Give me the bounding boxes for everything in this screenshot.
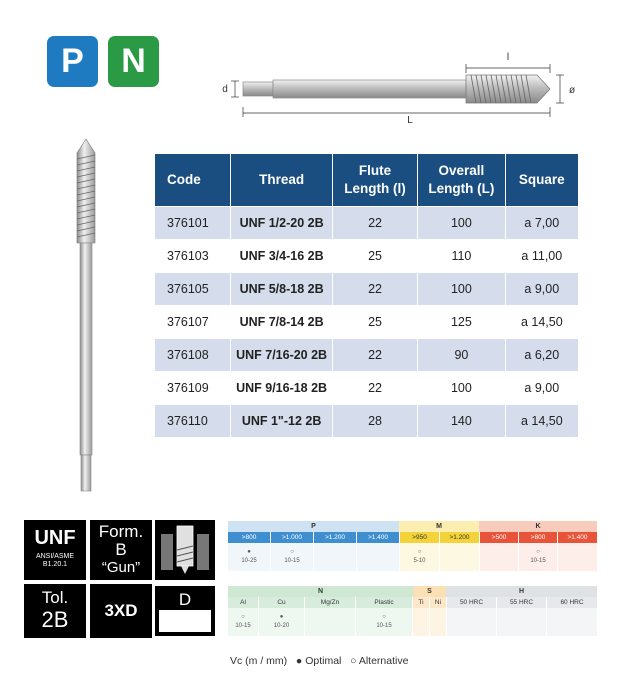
- standard-code-label: B1.20.1: [42, 561, 68, 568]
- cell-flute: 22: [332, 339, 417, 372]
- diameter-tile-label: D: [178, 590, 192, 609]
- cutting-cell: ○ 10-15: [356, 608, 412, 636]
- sub-header: >1.000: [271, 532, 313, 543]
- material-grid-pmk: [228, 521, 597, 571]
- tap-dimension-drawing: [215, 45, 585, 125]
- tolerance-value: 2B: [41, 607, 69, 632]
- cutting-cell: ○ 10-15: [228, 608, 258, 636]
- cell-thread: UNF 7/16-20 2B: [231, 339, 332, 372]
- sub-header: 55 HRC: [497, 597, 546, 608]
- sub-header: >1.200: [314, 532, 356, 543]
- sub-header: Plastic: [356, 597, 412, 608]
- table-header-row: [155, 154, 579, 207]
- depth-value: 3XD: [104, 601, 138, 620]
- overall-length-label: L: [407, 115, 413, 125]
- diameter-label: ø: [568, 85, 576, 96]
- sub-header: Al: [228, 597, 258, 608]
- cutting-cell: ○ 10-15: [271, 543, 313, 571]
- group-header-h: H: [446, 586, 597, 597]
- cell-code: 376109: [155, 372, 231, 405]
- cell-overall: 100: [418, 207, 505, 240]
- cell-thread: UNF 9/16-18 2B: [231, 372, 332, 405]
- form-tile: [90, 520, 152, 580]
- cell-code: 376105: [155, 273, 231, 306]
- cell-thread: UNF 5/8-18 2B: [231, 273, 332, 306]
- col-flute-length: Flute Length (l): [332, 154, 417, 207]
- cutting-cell: [413, 608, 429, 636]
- standard-label: ANSI/ASME: [35, 553, 75, 560]
- cell-flute: 22: [332, 372, 417, 405]
- sub-header: >500: [480, 532, 518, 543]
- material-grid-nsh: [228, 586, 597, 636]
- sub-header: >800: [519, 532, 557, 543]
- table-row: [155, 339, 579, 372]
- cell-square: a 7,00: [505, 207, 578, 240]
- chamfer-form-icon: [155, 520, 215, 580]
- sub-header: Ni: [430, 597, 446, 608]
- sub-header: Ti: [413, 597, 429, 608]
- cell-overall: 125: [418, 306, 505, 339]
- cutting-cell: [447, 608, 496, 636]
- cell-thread: UNF 3/4-16 2B: [231, 240, 332, 273]
- cutting-cell: [547, 608, 597, 636]
- cell-overall: 140: [418, 405, 505, 438]
- cutting-cell: [440, 543, 479, 571]
- material-p-badge: P: [47, 36, 98, 87]
- cell-square: a 9,00: [505, 273, 578, 306]
- cell-square: a 6,20: [505, 339, 578, 372]
- cutting-cell: [558, 543, 597, 571]
- cell-square: a 14,50: [505, 306, 578, 339]
- cutting-cell: ○ 10-15: [519, 543, 557, 571]
- sub-header: >1.400: [357, 532, 399, 543]
- cutting-cell: [480, 543, 518, 571]
- legend-alternative: Alternative: [358, 655, 409, 667]
- col-square: Square: [505, 154, 578, 207]
- tolerance-label: Tol.: [41, 588, 69, 607]
- thread-standard-tile: [24, 520, 86, 580]
- shank-diameter-label: d: [222, 84, 228, 95]
- cutting-cell: [357, 543, 399, 571]
- table-row: [155, 240, 579, 273]
- cutting-cell: ● 10-20: [259, 608, 304, 636]
- depth-tile: [90, 584, 152, 638]
- tolerance-tile: [24, 584, 86, 638]
- cell-thread: UNF 1"-12 2B: [231, 405, 332, 438]
- cell-thread: UNF 1/2-20 2B: [231, 207, 332, 240]
- optimal-icon: ●: [295, 655, 303, 667]
- col-code: Code: [155, 154, 231, 207]
- group-header-p: P: [228, 521, 399, 532]
- legend-optimal: Optimal: [305, 655, 342, 667]
- cell-overall: 100: [418, 372, 505, 405]
- diameter-tile: [155, 586, 215, 636]
- group-header-k: K: [479, 521, 597, 532]
- form-letter: B: [115, 540, 127, 559]
- cell-thread: UNF 7/8-14 2B: [231, 306, 332, 339]
- cell-code: 376101: [155, 207, 231, 240]
- cell-flute: 22: [332, 207, 417, 240]
- table-row: [155, 207, 579, 240]
- alternative-icon: ○: [350, 655, 357, 667]
- material-n-badge: N: [108, 36, 159, 87]
- form-name: “Gun”: [101, 559, 141, 576]
- cell-flute: 28: [332, 405, 417, 438]
- cell-square: a 14,50: [505, 405, 578, 438]
- form-label: Form.: [98, 522, 144, 541]
- cell-flute: 22: [332, 273, 417, 306]
- cutting-cell: [497, 608, 546, 636]
- sub-header: 60 HRC: [547, 597, 597, 608]
- cutting-cell: [314, 543, 356, 571]
- col-thread: Thread: [231, 154, 332, 207]
- cutting-cell: ○ 5-10: [400, 543, 439, 571]
- cell-code: 376103: [155, 240, 231, 273]
- sub-header: >1.400: [558, 532, 597, 543]
- flute-length-label: l: [506, 52, 510, 63]
- cutting-cell: ● 10-25: [228, 543, 270, 571]
- sub-header: >1.200: [440, 532, 479, 543]
- cell-flute: 25: [332, 240, 417, 273]
- col-overall-length: Overall Length (L): [418, 154, 505, 207]
- legend-vc: Vc (m / mm): [230, 655, 288, 667]
- cell-code: 376110: [155, 405, 231, 438]
- cell-square: a 11,00: [505, 240, 578, 273]
- cutting-cell: [430, 608, 446, 636]
- table-row: [155, 372, 579, 405]
- cell-overall: 110: [418, 240, 505, 273]
- sub-header: >950: [400, 532, 439, 543]
- thread-type-label: UNF: [34, 527, 76, 549]
- group-header-n: N: [228, 586, 413, 597]
- table-row: [155, 306, 579, 339]
- cutting-cell: [305, 608, 355, 636]
- tap-product-image: [68, 135, 104, 495]
- sub-header: Cu: [259, 597, 304, 608]
- table-row: [155, 273, 579, 306]
- cell-code: 376108: [155, 339, 231, 372]
- cell-square: a 9,00: [505, 372, 578, 405]
- diameter-tile-field: [159, 610, 211, 632]
- cell-flute: 25: [332, 306, 417, 339]
- spec-table: [154, 153, 579, 438]
- table-row: [155, 405, 579, 438]
- sub-header: 50 HRC: [447, 597, 496, 608]
- sub-header: Mg/Zn: [305, 597, 355, 608]
- cell-overall: 100: [418, 273, 505, 306]
- group-header-m: M: [399, 521, 479, 532]
- legend: [230, 655, 408, 667]
- sub-header: >800: [228, 532, 270, 543]
- cell-overall: 90: [418, 339, 505, 372]
- group-header-s: S: [413, 586, 446, 597]
- cell-code: 376107: [155, 306, 231, 339]
- chamfer-form-tile: [155, 520, 215, 580]
